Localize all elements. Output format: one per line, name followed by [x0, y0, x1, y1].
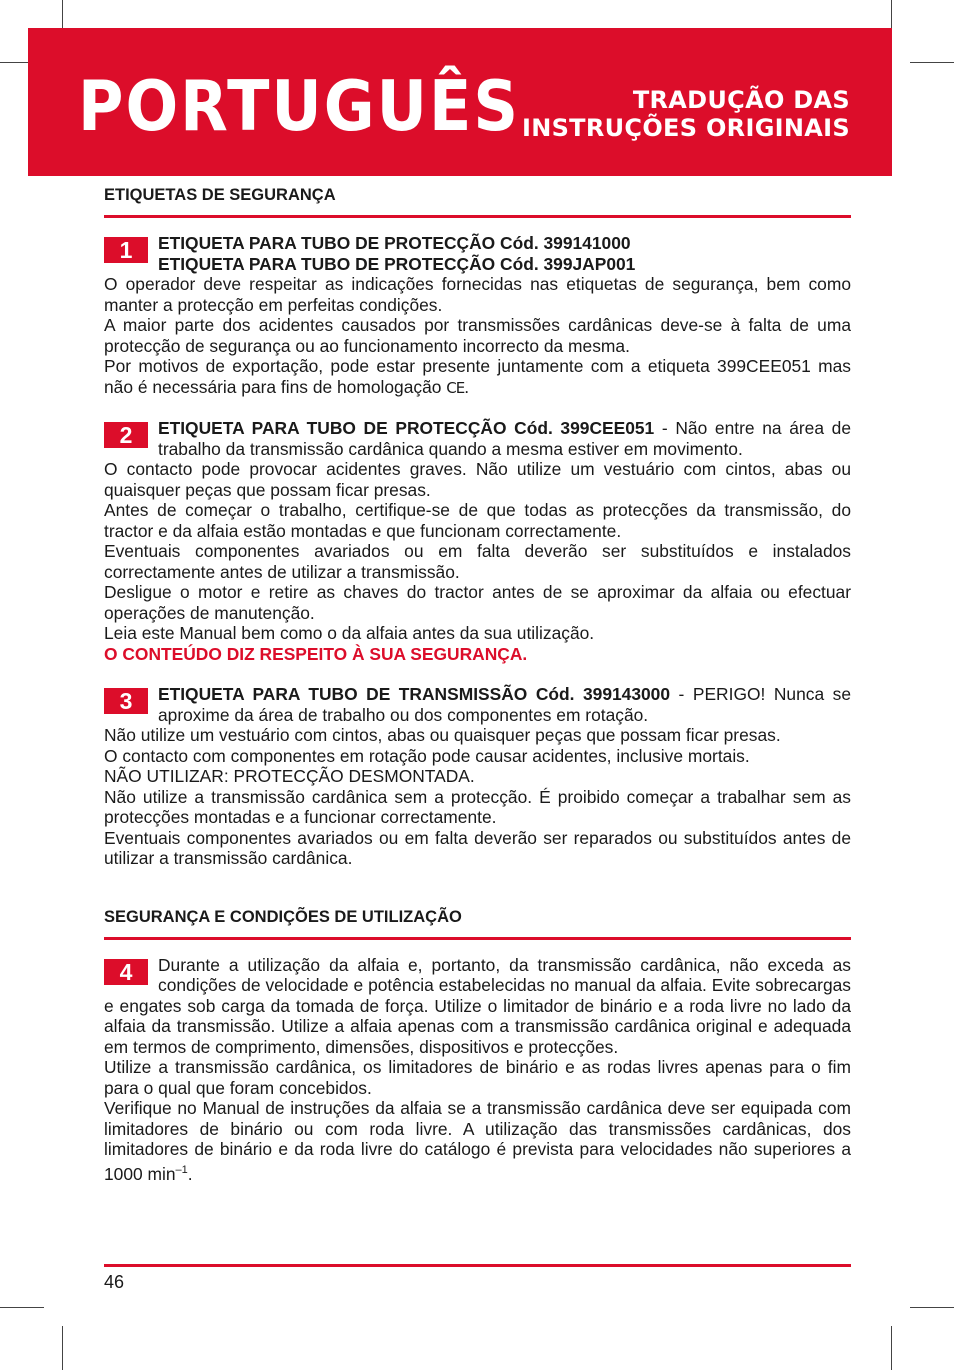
label-item-3 — [104, 684, 851, 869]
section-divider — [104, 215, 851, 218]
paragraph: NÃO UTILIZAR: PROTECÇÃO DESMONTADA. — [104, 766, 475, 786]
label-item-1 — [104, 233, 851, 398]
item-number-badge: 3 — [104, 688, 148, 714]
section-title-safety-conditions: SEGURANÇA E CONDIÇÕES DE UTILIZAÇÃO — [104, 907, 462, 926]
paragraph: Durante a utilização da alfaia e, portanto, da transmissão cardânica, não exceda as condições de velocidade e potência estabelecidas no manual da alfaia. Evite sobrecargas e engates sob carga da tomada de força. Utilize o limitador de binário e a roda livre no lado da alfaia da transmissão. Utilize a alfaia apenas com a transmissão cardânica original e adequada em termos de comprimento, dimensões, dispositivos e protecções. — [104, 954, 851, 1057]
item-heading: ETIQUETA PARA TUBO DE TRANSMISSÃO Cód. 399143000 — [158, 684, 671, 704]
crop-mark — [891, 1326, 892, 1370]
item-heading-paragraph — [104, 418, 851, 459]
superscript: –1 — [175, 1163, 188, 1176]
item-heading-text: - Não entre na área de trabalho da transmissão cardânica quando a mesma estiver em movimento. — [158, 418, 851, 459]
paragraph: Desligue o motor e retire as chaves do tractor antes de se aproximar da alfaia ou efectuar operações de manutenção. — [104, 582, 851, 623]
paragraph: O contacto pode provocar acidentes graves. Não utilize um vestuário com cintos, abas ou quaisquer peças que possam ficar presas. — [104, 459, 851, 500]
paragraph-text: Verifique no Manual de instruções da alfaia se a transmissão cardânica deve ser equipada com limitadores de binário ou com roda livre. A utilização das transmissões cardânicas, dos limitadores de binário e da roda livre do catálogo é prevista para velocidades não superiores a 1000 min — [104, 1098, 851, 1184]
paragraph: Eventuais componentes avariados ou em falta deverão ser reparados ou substituídos antes de utilizar a transmissão cardânica. — [104, 827, 851, 868]
ce-mark-icon: CE — [446, 378, 465, 397]
page-content — [104, 182, 851, 1184]
subtitle-line-1: TRADUÇÃO DAS — [632, 86, 850, 114]
paragraph: Por motivos de exportação, pode estar presente juntamente com a etiqueta 399CEE051 mas não é necessária para fins de homologação CE. — [104, 356, 851, 397]
paragraph: Antes de começar o trabalho, certifique-se de que todas as protecções da transmissão, do tractor e da alfaia estão montadas e que funcionam correctamente. — [104, 500, 851, 541]
item-heading: ETIQUETA PARA TUBO DE PROTECÇÃO Cód. 399JAP001 — [158, 253, 636, 274]
footer-divider — [104, 1264, 851, 1267]
item-heading: ETIQUETA PARA TUBO DE PROTECÇÃO Cód. 399141000 — [158, 233, 631, 253]
paragraph: O operador deve respeitar as indicações fornecidas nas etiquetas de segurança, bem como manter a protecção em perfeitas condições. — [104, 274, 851, 315]
item-heading-text: - PERIGO! Nunca se aproxime da área de trabalho ou dos componentes em rotação. — [158, 684, 851, 725]
item-heading-paragraph — [104, 684, 851, 725]
crop-mark — [910, 62, 954, 63]
item-heading: ETIQUETA PARA TUBO DE PROTECÇÃO Cód. 399CEE051 — [158, 418, 655, 438]
crop-mark — [0, 1307, 44, 1308]
paragraph: Utilize a transmissão cardânica, os limitadores de binário e as rodas livres apenas para o fim para o qual que foram concebidos. — [104, 1057, 851, 1098]
section-divider — [104, 937, 851, 940]
paragraph: O contacto com componentes em rotação pode causar acidentes, inclusive mortais. — [104, 745, 750, 766]
paragraph: Leia este Manual bem como o da alfaia antes da sua utilização. — [104, 623, 595, 643]
paragraph: A maior parte dos acidentes causados por transmissões cardânicas deve-se à falta de uma protecção de segurança ou ao funcionamento incorrecto da mesma. — [104, 315, 851, 356]
item-number-badge: 2 — [104, 422, 148, 448]
subtitle-line-2: INSTRUÇÕES ORIGINAIS — [521, 114, 850, 142]
paragraph-text: Por motivos de exportação, pode estar presente juntamente com a etiqueta 399CEE051 mas não é necessária para fins de homologação — [104, 356, 851, 397]
header-subtitle — [522, 86, 850, 142]
crop-mark — [62, 1326, 63, 1370]
crop-mark — [910, 1307, 954, 1308]
paragraph: Verifique no Manual de instruções da alfaia se a transmissão cardânica deve ser equipada com limitadores de binário ou com roda livre. A utilização das transmissões cardânicas, dos limitadores de binário e da roda livre do catálogo é prevista para velocidades não superiores a 1000 $\min^{-1}$. — [104, 1098, 851, 1184]
page-number: 46 — [104, 1272, 125, 1292]
paragraph: Não utilize a transmissão cardânica sem a protecção. É proibido começar a trabalhar sem as protecções montadas e a funcionar correctamente. — [104, 786, 851, 827]
label-item-2 — [104, 418, 851, 664]
safety-warning: O CONTEÚDO DIZ RESPEITO À SUA SEGURANÇA. — [104, 643, 528, 664]
usage-item-4 — [104, 955, 851, 1184]
paragraph: Eventuais componentes avariados ou em falta deverão ser substituídos e instalados correctamente antes de utilizar a transmissão. — [104, 541, 851, 582]
item-number-badge: 4 — [104, 959, 148, 985]
section-title-safety-labels: ETIQUETAS DE SEGURANÇA — [104, 186, 336, 204]
item-number-badge: 1 — [104, 237, 148, 263]
language-title: PORTUGUÊS — [78, 65, 520, 148]
paragraph: Não utilize um vestuário com cintos, abas ou quaisquer peças que possam ficar presas. — [104, 725, 781, 745]
